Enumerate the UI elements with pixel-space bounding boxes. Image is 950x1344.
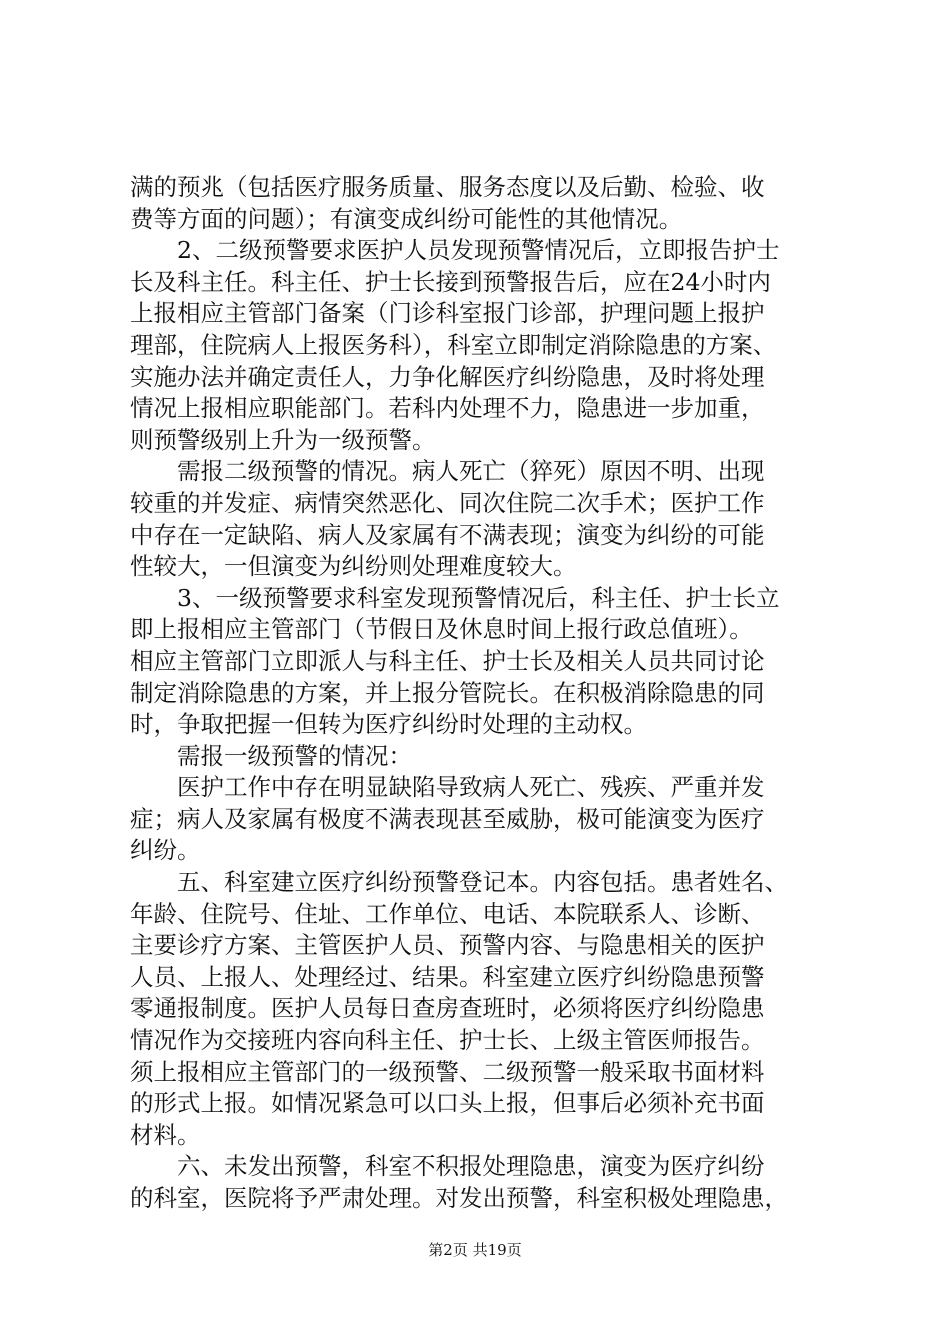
text-line: 五、科室建立医疗纠纷预警登记本。内容包括。患者姓名、	[130, 868, 788, 897]
text-line: 费等方面的问题）；有演变成纠纷可能性的其他情况。	[130, 204, 683, 233]
text-line: 理部，住院病人上报医务科），科室立即制定消除隐患的方案、	[130, 330, 777, 359]
text-line: 医护工作中存在明显缺陷导致病人死亡、残疾、严重并发	[130, 773, 765, 802]
text-line: 满的预兆（包括医疗服务质量、服务态度以及后勤、检验、收	[130, 173, 765, 201]
text-line: 制定消除隐患的方案，并上报分管院长。在积极消除隐患的同	[130, 678, 765, 707]
text-line: 时，争取把握一但转为医疗纠纷时处理的主动权。	[130, 710, 647, 739]
text-line: 实施办法并确定责任人，力争化解医疗纠纷隐患，及时将处理	[130, 362, 765, 391]
text-line: 零通报制度。医护人员每日查房查班时，必须将医疗纠纷隐患	[130, 994, 765, 1023]
text-line: 纠纷。	[130, 836, 201, 865]
text-line: 情况作为交接班内容向科主任、护士长、上级主管医师报告。	[130, 1026, 765, 1055]
text-line: 即上报相应主管部门（节假日及休息时间上报行政总值班）。	[130, 615, 753, 644]
text-line: 的科室，医院将予严肃处理。对发出预警，科室积极处理隐患，	[130, 1184, 788, 1212]
text-line: 性较大，一但演变为纠纷则处理难度较大。	[130, 552, 577, 581]
page-number-footer: 第2页 共19页	[428, 1241, 522, 1259]
text-line: 须上报相应主管部门的一级预警、二级预警一般采取书面材料	[130, 1057, 765, 1086]
text-line: 2、二级预警要求医护人员发现预警情况后，立即报告护士	[130, 236, 780, 265]
text-line: 情况上报相应职能部门。若科内处理不力，隐患进一步加重，	[130, 394, 765, 423]
text-line: 则预警级别上升为一级预警。	[130, 425, 436, 454]
text-line: 上报相应主管部门备案（门诊科室报门诊部，护理问题上报护	[130, 299, 765, 328]
document-body	[130, 172, 830, 1215]
text-line: 材料。	[130, 1120, 201, 1149]
text-line: 主要诊疗方案、主管医护人员、预警内容、与隐患相关的医护	[130, 931, 765, 960]
text-line: 3、一级预警要求科室发现预警情况后，科主任、护士长立	[130, 583, 780, 612]
text-line: 人员、上报人、处理经过、结果。科室建立医疗纠纷隐患预警	[130, 962, 765, 991]
text-line: 需报一级预警的情况：	[130, 741, 412, 770]
text-line: 相应主管部门立即派人与科主任、护士长及相关人员共同讨论	[130, 646, 765, 675]
text-line: 需报二级预警的情况。病人死亡（猝死）原因不明、出现	[130, 457, 765, 486]
text-line: 的形式上报。如情况紧急可以口头上报，但事后必须补充书面	[130, 1089, 765, 1118]
text-line: 中存在一定缺陷、病人及家属有不满表现；演变为纠纷的可能	[130, 520, 765, 549]
text-line: 较重的并发症、病情突然恶化、同次住院二次手术；医护工作	[130, 488, 765, 517]
text-line: 症；病人及家属有极度不满表现甚至威胁，极可能演变为医疗	[130, 804, 765, 833]
text-line: 长及科主任。科主任、护士长接到预警报告后，应在24小时内	[130, 267, 771, 296]
text-line: 六、未发出预警，科室不积报处理隐患，演变为医疗纠纷	[130, 1152, 765, 1181]
text-line: 年龄、住院号、住址、工作单位、电话、本院联系人、诊断、	[130, 899, 765, 928]
